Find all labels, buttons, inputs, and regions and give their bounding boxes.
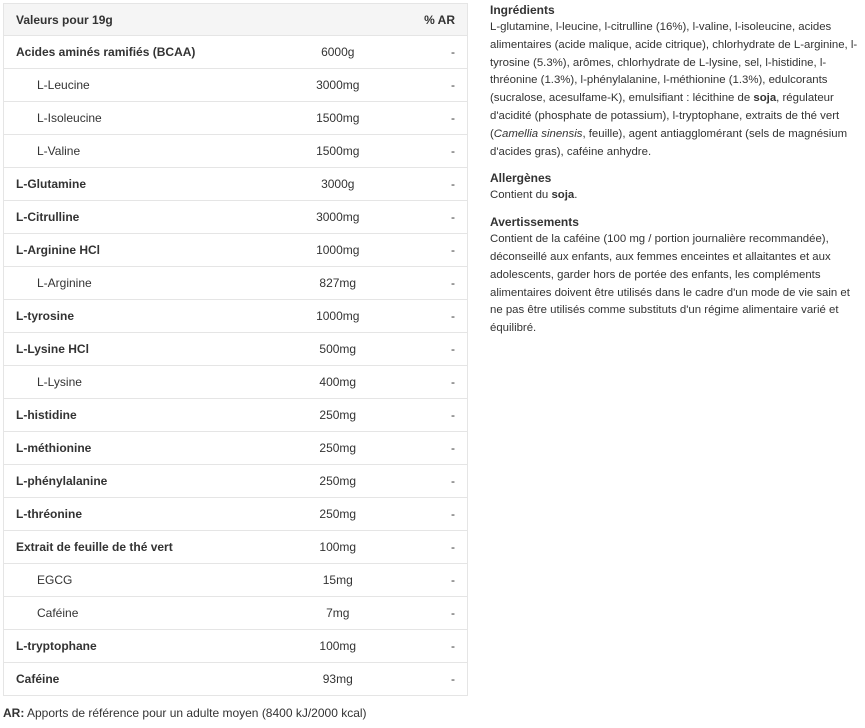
nutrient-value: 15mg — [258, 564, 418, 597]
header-value — [258, 4, 418, 36]
nutrient-ar: - — [418, 168, 468, 201]
nutrient-name: L-Lysine HCl — [4, 333, 258, 366]
nutrient-name: L-Arginine HCl — [4, 234, 258, 267]
table-row — [4, 630, 468, 663]
nutrient-ar: - — [418, 300, 468, 333]
nutrient-ar: - — [418, 267, 468, 300]
table-row — [4, 135, 468, 168]
nutrient-ar: - — [418, 69, 468, 102]
table-row — [4, 432, 468, 465]
allergens-text — [490, 187, 860, 205]
ingredients-allergen-highlight: soja — [753, 92, 777, 105]
allergens-text-part: . — [574, 189, 578, 202]
product-info — [490, 3, 860, 348]
header-name: Valeurs pour 19g — [4, 4, 258, 36]
table-row — [4, 69, 468, 102]
nutrient-name: Extrait de feuille de thé vert — [4, 531, 258, 564]
nutrient-ar: - — [418, 531, 468, 564]
nutrient-ar: - — [418, 102, 468, 135]
ingredients-text — [490, 19, 860, 161]
nutrient-value: 400mg — [258, 366, 418, 399]
table-row — [4, 564, 468, 597]
table-row — [4, 300, 468, 333]
allergens-highlight: soja — [551, 189, 575, 202]
nutrient-name: Caféine — [4, 663, 258, 696]
nutrition-table — [3, 3, 468, 696]
nutrient-name: L-Isoleucine — [4, 102, 258, 135]
warnings-section — [490, 215, 860, 338]
nutrient-name: L-Valine — [4, 135, 258, 168]
table-row — [4, 498, 468, 531]
nutrient-ar: - — [418, 465, 468, 498]
ingredients-text-part: , régulateur d'acidité (phosphate de potassium), l-tryptophane, extraits de thé vert ( — [490, 92, 840, 140]
footnote-text: Apports de référence pour un adulte moyen (8400 kJ/2000 kcal) — [24, 706, 367, 720]
nutrient-name: Caféine — [4, 597, 258, 630]
nutrient-ar: - — [418, 333, 468, 366]
nutrient-value: 250mg — [258, 432, 418, 465]
nutrient-name: L-Arginine — [4, 267, 258, 300]
nutrient-name: L-Leucine — [4, 69, 258, 102]
nutrient-name: Acides aminés ramifiés (BCAA) — [4, 36, 258, 69]
table-row — [4, 531, 468, 564]
nutrient-ar: - — [418, 366, 468, 399]
table-row — [4, 399, 468, 432]
table-row — [4, 267, 468, 300]
nutrient-ar: - — [418, 498, 468, 531]
nutrient-name: L-Lysine — [4, 366, 258, 399]
nutrient-value: 1500mg — [258, 135, 418, 168]
nutrient-ar: - — [418, 597, 468, 630]
ingredients-title: Ingrédients — [490, 3, 555, 17]
nutrient-name: L-thréonine — [4, 498, 258, 531]
table-row — [4, 102, 468, 135]
nutrient-value: 93mg — [258, 663, 418, 696]
allergens-section — [490, 171, 860, 205]
nutrient-ar: - — [418, 234, 468, 267]
nutrient-name: L-histidine — [4, 399, 258, 432]
nutrient-name: L-phénylalanine — [4, 465, 258, 498]
nutrient-ar: - — [418, 630, 468, 663]
nutrient-ar: - — [418, 201, 468, 234]
table-row — [4, 366, 468, 399]
table-row — [4, 465, 468, 498]
warnings-text: Contient de la caféine (100 mg / portion journalière recommandée), déconseillé aux enfants, aux femmes enceintes et allaitantes et aux adolescents, garder hors de portée des enfants, les compléments alimentaires doivent être utilisés dans le cadre d'un mode de vie sain et ne pas être utilisés comme substituts d'un régime alimentaire varié et équilibré. — [490, 233, 850, 335]
footnote-abbr: AR: — [3, 706, 25, 720]
nutrient-value: 7mg — [258, 597, 418, 630]
nutrient-ar: - — [418, 36, 468, 69]
nutrient-value: 500mg — [258, 333, 418, 366]
nutrient-value: 827mg — [258, 267, 418, 300]
nutrient-name: L-tryptophane — [4, 630, 258, 663]
nutrient-value: 250mg — [258, 465, 418, 498]
nutrient-value: 3000g — [258, 168, 418, 201]
nutrient-value: 250mg — [258, 399, 418, 432]
nutrient-value: 250mg — [258, 498, 418, 531]
header-ar: % AR — [418, 4, 468, 36]
table-header-row — [4, 4, 468, 36]
table-row — [4, 168, 468, 201]
allergens-title: Allergènes — [490, 171, 552, 186]
nutrient-ar: - — [418, 564, 468, 597]
allergens-text-part: Contient du — [490, 189, 552, 202]
nutrient-name: L-méthionine — [4, 432, 258, 465]
nutrient-value: 3000mg — [258, 69, 418, 102]
nutrient-name: EGCG — [4, 564, 258, 597]
ingredients-section — [490, 3, 860, 161]
table-row — [4, 663, 468, 696]
nutrient-value: 1000mg — [258, 300, 418, 333]
ar-footnote — [3, 706, 367, 720]
ingredients-text-part: , feuille), agent antiagglomérant (sels de magnésium d'acides gras), caféine anhydre. — [490, 127, 848, 158]
nutrition-table-body — [4, 36, 468, 696]
nutrient-value: 1000mg — [258, 234, 418, 267]
nutrient-name: L-Citrulline — [4, 201, 258, 234]
nutrient-name: L-Glutamine — [4, 168, 258, 201]
nutrient-name: L-tyrosine — [4, 300, 258, 333]
nutrient-ar: - — [418, 135, 468, 168]
table-row — [4, 201, 468, 234]
nutrient-value: 100mg — [258, 531, 418, 564]
table-row — [4, 36, 468, 69]
nutrient-ar: - — [418, 663, 468, 696]
nutrient-value: 1500mg — [258, 102, 418, 135]
table-row — [4, 234, 468, 267]
nutrient-ar: - — [418, 399, 468, 432]
warnings-title: Avertissements — [490, 215, 579, 230]
table-row — [4, 333, 468, 366]
nutrient-ar: - — [418, 432, 468, 465]
nutrient-value: 6000g — [258, 36, 418, 69]
nutrient-value: 3000mg — [258, 201, 418, 234]
nutrition-table-container — [3, 3, 468, 696]
table-row — [4, 597, 468, 630]
ingredients-text-part: L-glutamine, l-leucine, l-citrulline (16%), l-valine, l-isoleucine, acides alimentaires (acide malique, acide citrique), chlorhydrate de L-arginine, l-tyrosine (5.3%), arômes, chlorhydrate de L-lysine, sel, l-histidine, l-thréonine (1.3%), l-phénylalanine, l-méthionine (1.3%), edulcorants (sucralose, acesulfame-K), emulsifiant : lécithine de — [490, 21, 858, 105]
ingredients-latin-name: Camellia sinensis — [493, 127, 583, 140]
nutrient-value: 100mg — [258, 630, 418, 663]
